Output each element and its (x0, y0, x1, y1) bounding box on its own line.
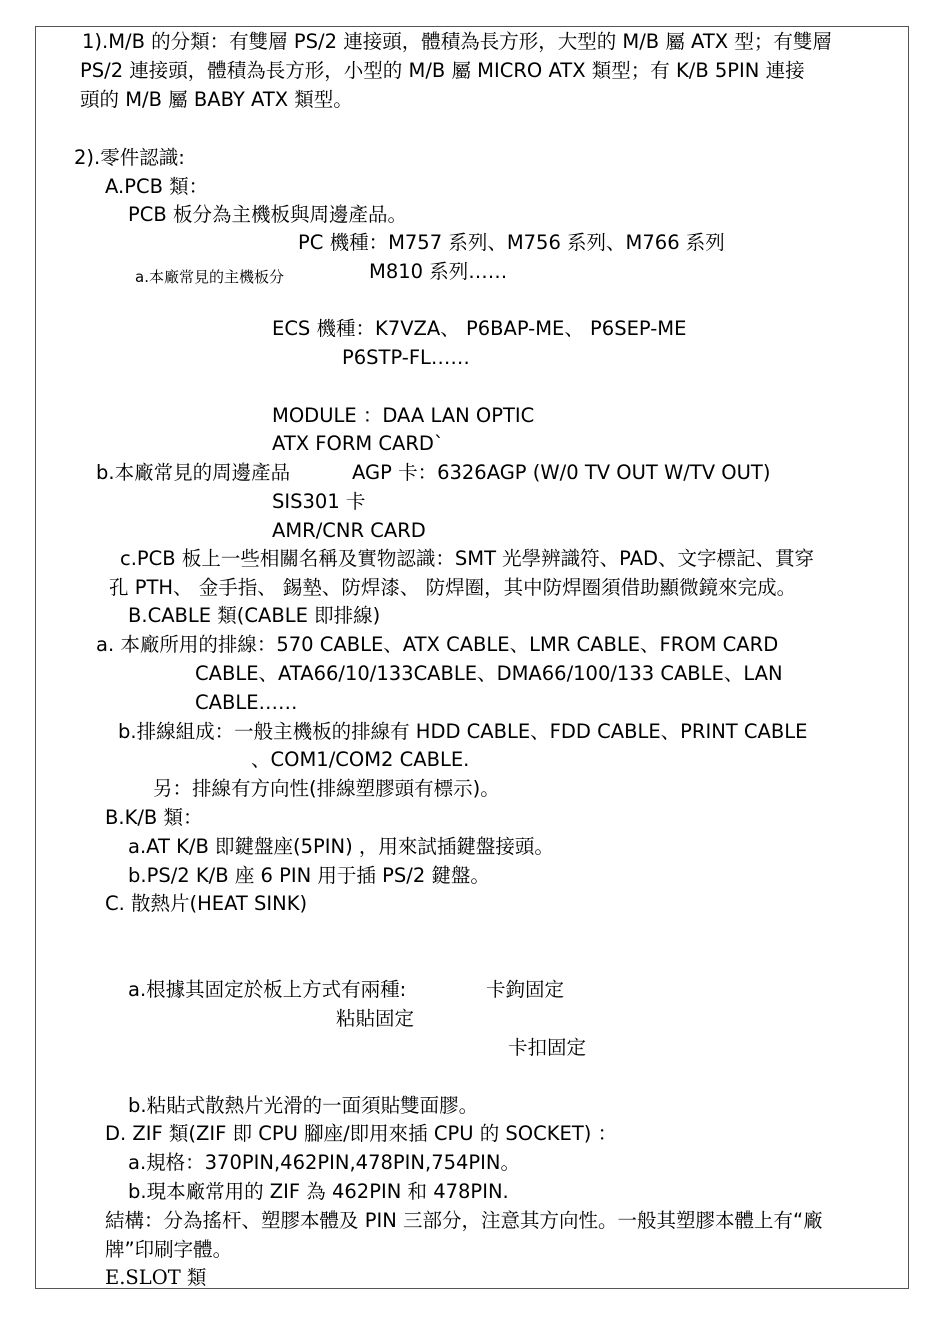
text-line: b.粘貼式散熱片光滑的一面須貼雙面膠。 (128, 1094, 479, 1117)
text-line: a. 本廠所用的排線：570 CABLE、ATX CABLE、LMR CABLE、FROM CARD (96, 633, 779, 656)
subsection-heading: C. 散熱片(HEAT SINK) (105, 892, 308, 915)
text-line: MODULE ：DAA LAN OPTIC (272, 404, 535, 427)
text-line: b.PS/2 K/B 座 6 PIN 用于插 PS/2 鍵盤。 (128, 864, 490, 887)
text-line: ATX FORM CARD` (272, 432, 444, 455)
text-line: PC 機種：M757 系列、M756 系列、M766 系列 (298, 231, 725, 254)
text-line: M810 系列…… (369, 260, 508, 283)
text-line: 另：排線有方向性(排線塑膠頭有標示)。 (153, 777, 500, 800)
subsection-heading: E.SLOT 類 (105, 1266, 207, 1289)
text-line: 結構：分為搖杆、塑膠本體及 PIN 三部分，注意其方向性。一般其塑膠本體上有“廠 (105, 1209, 823, 1232)
subsection-heading: D. ZIF 類(ZIF 即 CPU 腳座/即用來插 CPU 的 SOCKET) ： (105, 1122, 618, 1145)
text-line: CABLE、ATA66/10/133CABLE、DMA66/100/133 CABLE、LAN (195, 662, 783, 685)
text-line: AGP 卡：6326AGP (W/0 TV OUT W/TV OUT) (352, 461, 771, 484)
text-line: b.現本廠常用的 ZIF 為 462PIN 和 478PIN. (128, 1180, 509, 1203)
subsection-heading: B.CABLE 類(CABLE 即排線) (128, 604, 381, 627)
text-line: a.規格：370PIN,462PIN,478PIN,754PIN。 (128, 1151, 521, 1174)
subsection-heading: A.PCB 類： (105, 175, 209, 198)
text-line: 卡扣固定 (508, 1036, 587, 1059)
text-line: CABLE…… (195, 691, 298, 714)
text-line: 孔 PTH、 金手指、 錫墊、防焊漆、 防焊圈，其中防焊圈須借助顯微鏡來完成。 (109, 576, 797, 599)
text-line: a.AT K/B 即鍵盤座(5PIN) ，用來試插鍵盤接頭。 (128, 835, 554, 858)
text-line: 卡鉤固定 (486, 978, 565, 1001)
text-line: 牌”印刷字體。 (105, 1238, 233, 1261)
section-heading: 2).零件認識: (74, 146, 185, 169)
text-line: 粘貼固定 (336, 1007, 415, 1030)
text-line: PCB 板分為主機板與周邊產品。 (128, 203, 407, 226)
side-label: b.本廠常見的周邊產品 (96, 461, 291, 484)
text-line: P6STP-FL…… (342, 346, 470, 369)
text-line: c.PCB 板上一些相關名稱及實物認識：SMT 光學辨識符、PAD、文字標記、貫穿 (120, 547, 815, 570)
text-line: ECS 機種：K7VZA、 P6BAP-ME、 P6SEP-ME (272, 317, 687, 340)
subsection-heading: B.K/B 類： (105, 806, 203, 829)
text-line: 1).M/B 的分類：有雙層 PS/2 連接頭，體積為長方形，大型的 M/B 屬 ATX 型；有雙層 (82, 30, 832, 53)
text-line: a.根據其固定於板上方式有兩種: (128, 978, 407, 1001)
text-line: PS/2 連接頭，體積為長方形，小型的 M/B 屬 MICRO ATX 類型；有 K/B 5PIN 連接 (80, 59, 805, 82)
text-line: AMR/CNR CARD (272, 519, 426, 542)
text-line: 頭的 M/B 屬 BABY ATX 類型。 (80, 88, 353, 111)
side-label: a.本廠常見的主機板分 (135, 268, 284, 286)
text-line: b.排線組成：一般主機板的排線有 HDD CABLE、FDD CABLE、PRINT CABLE (118, 720, 808, 743)
text-line: 、COM1/COM2 CABLE. (251, 748, 470, 771)
text-line: SIS301 卡 (272, 490, 366, 513)
